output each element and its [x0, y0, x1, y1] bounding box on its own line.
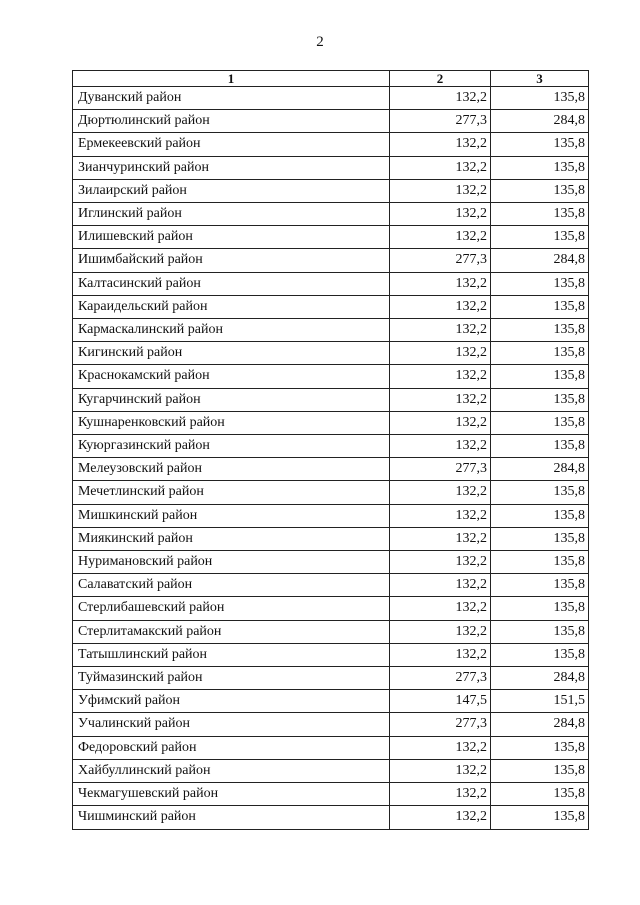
value-col2-cell: 132,2	[390, 295, 491, 318]
value-col2-cell: 132,2	[390, 156, 491, 179]
value-col3-cell: 135,8	[491, 806, 589, 829]
table-row	[73, 504, 589, 527]
table-row	[73, 365, 589, 388]
district-name-cell: Дюртюлинский район	[73, 110, 390, 133]
value-col3-cell: 135,8	[491, 319, 589, 342]
value-col3-cell: 135,8	[491, 156, 589, 179]
table-row	[73, 342, 589, 365]
district-name-cell: Учалинский район	[73, 713, 390, 736]
value-col2-cell: 277,3	[390, 110, 491, 133]
value-col3-cell: 151,5	[491, 690, 589, 713]
table-row	[73, 272, 589, 295]
district-name-cell: Стерлитамакский район	[73, 620, 390, 643]
table-row	[73, 806, 589, 829]
district-name-cell: Ишимбайский район	[73, 249, 390, 272]
value-col3-cell: 135,8	[491, 783, 589, 806]
value-col2-cell: 132,2	[390, 620, 491, 643]
value-col2-cell: 132,2	[390, 481, 491, 504]
header-row	[73, 71, 589, 87]
value-col3-cell: 135,8	[491, 481, 589, 504]
district-name-cell: Нуримановский район	[73, 551, 390, 574]
value-col2-cell: 132,2	[390, 759, 491, 782]
value-col2-cell: 132,2	[390, 527, 491, 550]
table-row	[73, 551, 589, 574]
table-row	[73, 319, 589, 342]
table-row	[73, 667, 589, 690]
table-body	[73, 87, 589, 830]
district-name-cell: Краснокамский район	[73, 365, 390, 388]
district-name-cell: Ермекеевский район	[73, 133, 390, 156]
value-col2-cell: 132,2	[390, 597, 491, 620]
value-col3-cell: 135,8	[491, 388, 589, 411]
table-row	[73, 759, 589, 782]
value-col3-cell: 135,8	[491, 295, 589, 318]
value-col3-cell: 284,8	[491, 110, 589, 133]
district-name-cell: Иглинский район	[73, 203, 390, 226]
district-name-cell: Салаватский район	[73, 574, 390, 597]
table-row	[73, 156, 589, 179]
value-col2-cell: 132,2	[390, 551, 491, 574]
value-col3-cell: 135,8	[491, 87, 589, 110]
value-col3-cell: 135,8	[491, 759, 589, 782]
district-name-cell: Илишевский район	[73, 226, 390, 249]
value-col2-cell: 132,2	[390, 783, 491, 806]
value-col2-cell: 132,2	[390, 87, 491, 110]
table-row	[73, 435, 589, 458]
table-row	[73, 690, 589, 713]
district-name-cell: Уфимский район	[73, 690, 390, 713]
table-row	[73, 203, 589, 226]
value-col2-cell: 132,2	[390, 203, 491, 226]
table-row	[73, 411, 589, 434]
table-row	[73, 249, 589, 272]
value-col3-cell: 284,8	[491, 667, 589, 690]
value-col2-cell: 277,3	[390, 713, 491, 736]
value-col2-cell: 277,3	[390, 458, 491, 481]
table-row	[73, 713, 589, 736]
table-row	[73, 597, 589, 620]
data-table	[72, 70, 589, 830]
district-name-cell: Мишкинский район	[73, 504, 390, 527]
district-name-cell: Чекмагушевский район	[73, 783, 390, 806]
district-name-cell: Федоровский район	[73, 736, 390, 759]
district-name-cell: Мечетлинский район	[73, 481, 390, 504]
value-col2-cell: 277,3	[390, 667, 491, 690]
value-col3-cell: 284,8	[491, 713, 589, 736]
value-col2-cell: 132,2	[390, 643, 491, 666]
value-col2-cell: 147,5	[390, 690, 491, 713]
table-row	[73, 110, 589, 133]
district-name-cell: Чишминский район	[73, 806, 390, 829]
value-col2-cell: 132,2	[390, 226, 491, 249]
value-col3-cell: 135,8	[491, 504, 589, 527]
district-name-cell: Калтасинский район	[73, 272, 390, 295]
table-row	[73, 574, 589, 597]
district-name-cell: Кушнаренковский район	[73, 411, 390, 434]
value-col2-cell: 132,2	[390, 272, 491, 295]
value-col3-cell: 135,8	[491, 643, 589, 666]
table-header	[73, 71, 589, 87]
table-row	[73, 736, 589, 759]
district-name-cell: Куюргазинский район	[73, 435, 390, 458]
district-name-cell: Мелеузовский район	[73, 458, 390, 481]
value-col2-cell: 132,2	[390, 574, 491, 597]
value-col2-cell: 132,2	[390, 388, 491, 411]
value-col3-cell: 135,8	[491, 736, 589, 759]
value-col2-cell: 132,2	[390, 411, 491, 434]
table-row	[73, 527, 589, 550]
value-col2-cell: 132,2	[390, 435, 491, 458]
district-name-cell: Караидельский район	[73, 295, 390, 318]
district-name-cell: Кигинский район	[73, 342, 390, 365]
value-col3-cell: 135,8	[491, 620, 589, 643]
value-col2-cell: 132,2	[390, 504, 491, 527]
table-row	[73, 458, 589, 481]
table-row	[73, 481, 589, 504]
district-name-cell: Зилаирский район	[73, 179, 390, 202]
value-col3-cell: 135,8	[491, 272, 589, 295]
value-col2-cell: 132,2	[390, 342, 491, 365]
value-col3-cell: 135,8	[491, 574, 589, 597]
district-name-cell: Туймазинский район	[73, 667, 390, 690]
district-name-cell: Стерлибашевский район	[73, 597, 390, 620]
value-col3-cell: 135,8	[491, 226, 589, 249]
value-col3-cell: 135,8	[491, 435, 589, 458]
district-name-cell: Хайбуллинский район	[73, 759, 390, 782]
table-row	[73, 388, 589, 411]
value-col3-cell: 135,8	[491, 203, 589, 226]
column-header-1: 1	[73, 71, 390, 87]
column-header-3: 3	[491, 71, 589, 87]
table-row	[73, 643, 589, 666]
value-col2-cell: 132,2	[390, 319, 491, 342]
table-row	[73, 179, 589, 202]
value-col3-cell: 284,8	[491, 458, 589, 481]
value-col3-cell: 135,8	[491, 133, 589, 156]
table-row	[73, 620, 589, 643]
value-col2-cell: 132,2	[390, 133, 491, 156]
value-col2-cell: 132,2	[390, 736, 491, 759]
district-name-cell: Кугарчинский район	[73, 388, 390, 411]
value-col3-cell: 135,8	[491, 527, 589, 550]
value-col2-cell: 132,2	[390, 806, 491, 829]
table-row	[73, 133, 589, 156]
table-row	[73, 295, 589, 318]
page-number: 2	[316, 34, 324, 50]
district-name-cell: Кармаскалинский район	[73, 319, 390, 342]
district-name-cell: Миякинский район	[73, 527, 390, 550]
value-col3-cell: 135,8	[491, 179, 589, 202]
value-col3-cell: 135,8	[491, 551, 589, 574]
column-header-2: 2	[390, 71, 491, 87]
district-name-cell: Зианчуринский район	[73, 156, 390, 179]
value-col3-cell: 135,8	[491, 411, 589, 434]
value-col3-cell: 135,8	[491, 342, 589, 365]
value-col2-cell: 132,2	[390, 365, 491, 388]
value-col3-cell: 135,8	[491, 597, 589, 620]
value-col3-cell: 284,8	[491, 249, 589, 272]
district-name-cell: Дуванский район	[73, 87, 390, 110]
table-row	[73, 783, 589, 806]
district-name-cell: Татышлинский район	[73, 643, 390, 666]
table-row	[73, 226, 589, 249]
value-col2-cell: 132,2	[390, 179, 491, 202]
table-row	[73, 87, 589, 110]
value-col2-cell: 277,3	[390, 249, 491, 272]
value-col3-cell: 135,8	[491, 365, 589, 388]
